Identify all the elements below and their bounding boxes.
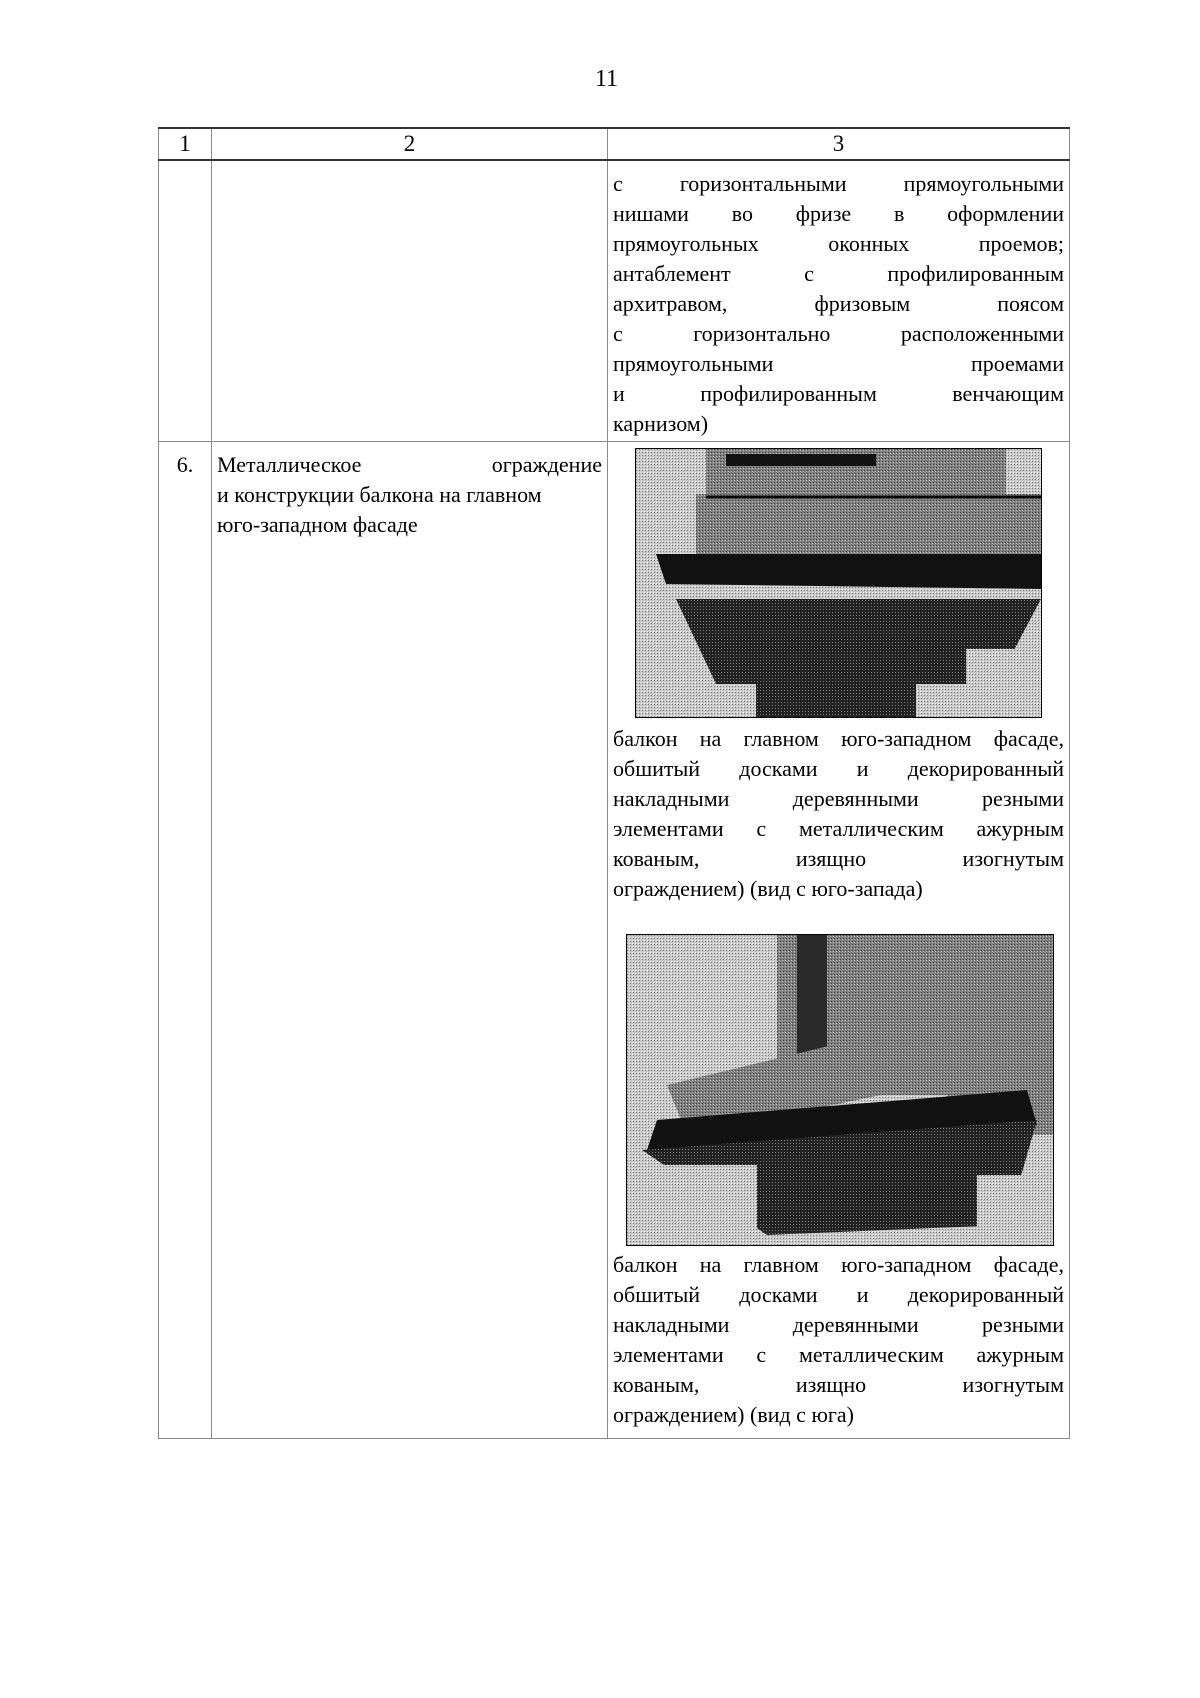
caption-line: кованым, изящно изогнутым [613,1372,1064,1397]
row-name [212,160,608,442]
header-col-3: 3 [608,128,1070,160]
caption-line: ограждением) (вид с юго-запада) [613,876,923,901]
row-number: 6. [159,442,212,1439]
caption-line: обшитый досками и декорированный [613,756,1064,781]
caption-line: обшитый досками и декорированный [613,1282,1064,1307]
monument-features-table [158,127,1070,1439]
row-description [608,442,1070,1439]
balcony-photo-south [626,934,1054,1246]
header-col-1: 1 [159,128,212,160]
description-line: и профилированным венчающим [613,381,1064,406]
description-line: антаблемент с профилированным [613,261,1064,286]
row-number [159,160,212,442]
table-header-row [159,128,1070,160]
description-line: карнизом) [613,411,709,436]
caption-line: накладными деревянными резными [613,1312,1064,1337]
photo-image [627,935,1053,1245]
caption-line: накладными деревянными резными [613,786,1064,811]
caption-line: балкон на главном юго-западном фасаде, [613,1252,1064,1277]
caption-line: ограждением) (вид с юга) [613,1402,855,1427]
row-name [212,442,608,1439]
table-row [159,442,1070,1439]
description-line: с горизонтально расположенными [613,321,1064,346]
description-line: прямоугольными проемами [613,351,1064,376]
caption-line: балкон на главном юго-западном фасаде, [613,726,1064,751]
description-line: нишами во фризе в оформлении [613,201,1064,226]
header-col-2: 2 [212,128,608,160]
name-line: и конструкции балкона на главном [217,482,542,507]
caption-line: элементами с металлическим ажурным [613,816,1064,841]
description-line: прямоугольных оконных проемов; [613,231,1064,256]
photo-image [636,449,1041,717]
caption-line: кованым, изящно изогнутым [613,846,1064,871]
description-line: с горизонтальными прямоугольными [613,171,1064,196]
balcony-photo-southwest [635,448,1042,718]
caption-line: элементами с металлическим ажурным [613,1342,1064,1367]
description-line: архитравом, фризовым поясом [613,291,1064,316]
row-description [608,160,1070,442]
name-line: юго-западном фасаде [217,512,418,537]
table-row [159,160,1070,442]
page-number: 11 [594,66,619,92]
name-line: Металлическое ограждение [217,452,602,477]
